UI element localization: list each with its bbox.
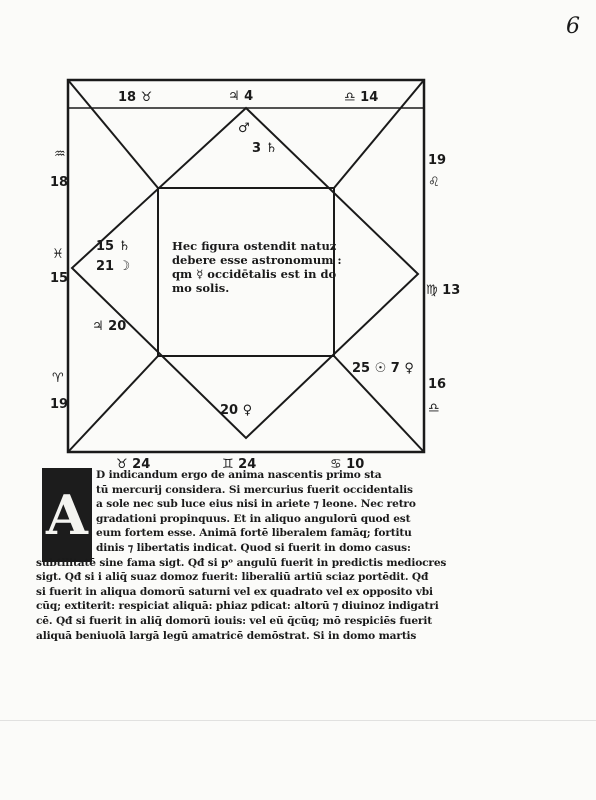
right-label-5: ♎ [428,401,440,416]
bottom-label-1: ♉ 24 [116,457,151,470]
body-line: gradationi propinquus. Et in aliquo angulorū quod est [96,512,411,525]
body-line: eum fortem esse. Animā fortē liberalem famāq; fortitu [96,527,412,540]
left-label-1: ♒ [54,147,66,162]
right-label-1: 19 [428,153,447,168]
inner-label-sun-venus: 25 ☉ 7 ♀ [352,361,414,376]
inner-label-mars: ♂ [238,121,250,136]
diagonal-bl [68,356,158,452]
center-line: qm ☿ occidētalis est in do [172,267,337,281]
left-label-4: 15 [50,271,69,286]
body-line: cūq; extiterit: respiciat aliquā: phiaz pdicat: altorū ⁊ diuinoz indigatri [36,600,439,613]
body-line: subtilitatē sine fama sigt. Qđ si pᵒ angulū fuerit in predictis mediocres [36,556,447,569]
inner-label-jupiter: ♃ 20 [92,319,127,334]
right-label-2: ♌ [428,175,440,190]
left-label-2: 18 [50,175,69,190]
body-line: sigt. Qđ si i aliq̄ suaz domoz fuerit: liberaliū artiū sciaz portēdit. Qđ [36,571,429,584]
scan-rule [0,720,596,721]
inner-label-venus-20: 20 ♀ [220,403,253,418]
page-number: 6 [566,14,580,39]
center-line: mo solis. [172,281,230,295]
body-text [36,468,466,643]
right-label-4: 16 [428,377,447,392]
chart-center-text [172,239,342,295]
body-line: dinis ⁊ libertatis indicat. Quod si fuerit in domo casus: [96,541,411,554]
top-label-3: ♎ 14 [344,90,379,105]
inner-label-moon: 21 ☽ [96,259,131,274]
body-line: D indicandum ergo de anima nascentis primo sta [96,469,382,481]
left-label-5: ♈ [52,371,64,386]
body-line: cē. Qđ si fuerit in aliq̄ domorū iouis: vel eū q̄cūq; mō respiciēs fuerit [36,614,432,627]
body-line: tū mercurij considera. Si mercurius fuerit occidentalis [96,483,413,496]
top-label-2: ♃ 4 [228,89,254,104]
drop-cap-letter: A [46,483,88,547]
body-line: aliquā beniuolā largā legū amatricē demōstrat. Si in domo martis [36,629,417,642]
right-label-3: ♍ 13 [426,283,461,298]
body-line: si fuerit in aliqua domorū saturni vel ex quadrato vel ex opposito vbi [36,585,433,598]
center-line: debere esse astronomum : [172,253,342,267]
left-label-3: ♓ [52,247,64,262]
top-label-1: 18 ♉ [118,90,153,105]
body-line: a sole nec sub luce eius nisi in ariete ⁊ leone. Nec retro [96,498,416,511]
inner-label-saturn-3: 3 ♄ [252,141,278,156]
inner-label-saturn-15: 15 ♄ [96,239,131,254]
left-label-6: 19 [50,397,69,412]
bottom-label-2: ♊ 24 [222,457,257,470]
center-line: Hec figura ostendit natuz [172,239,337,253]
bottom-label-3: ♋ 10 [330,457,365,470]
